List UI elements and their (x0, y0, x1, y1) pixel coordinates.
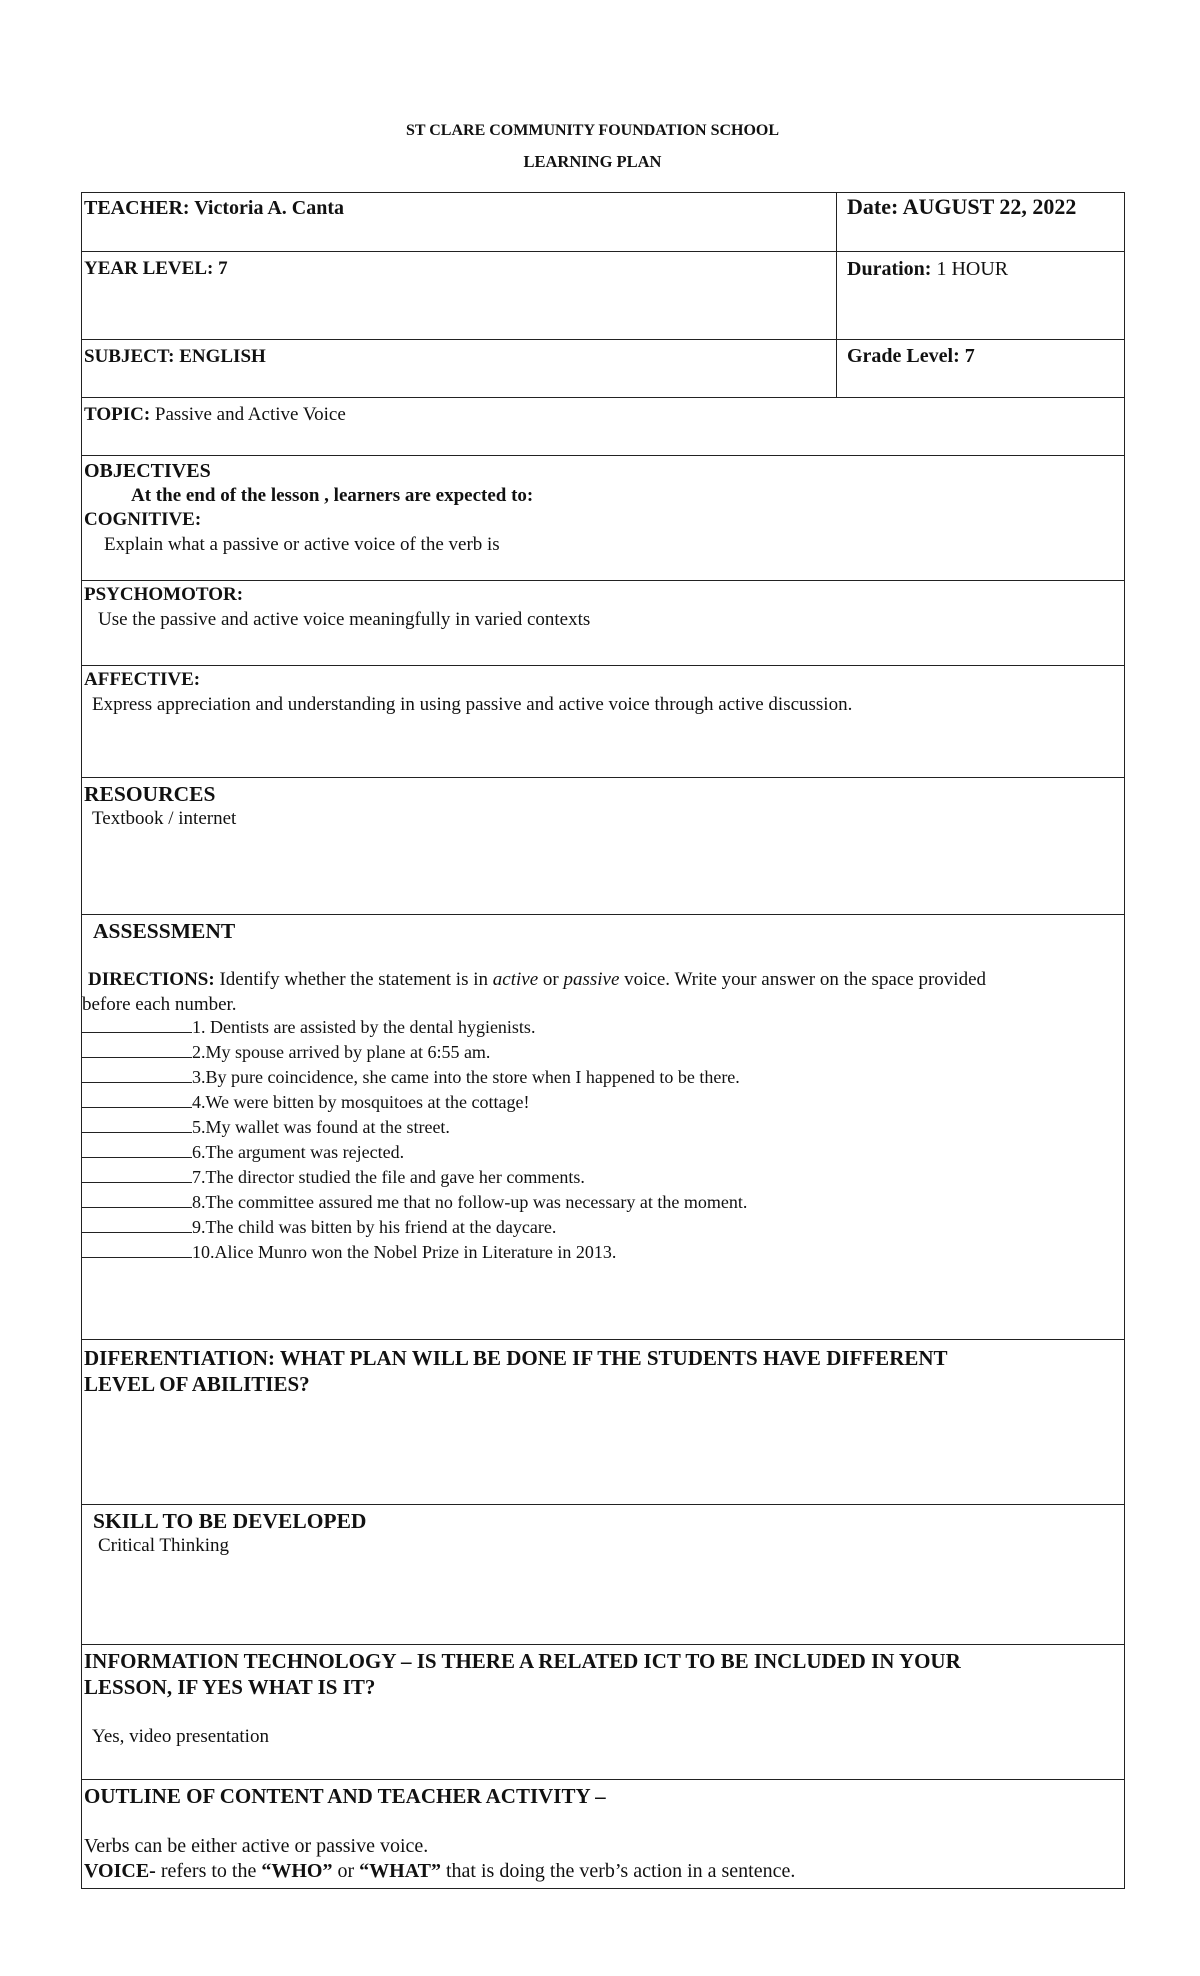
ict-answer: Yes, video presentation (92, 1726, 269, 1747)
directions-active: active (492, 969, 539, 990)
date-label: Date: (847, 194, 899, 219)
directions-text-a: Identify whether the statement is in (219, 969, 489, 990)
skill-heading: SKILL TO BE DEVELOPED (93, 1509, 367, 1533)
voice-label: VOICE- (84, 1860, 156, 1882)
assessment-item: 4.We were bitten by mosquitoes at the cottage! (82, 1090, 747, 1115)
grade-level-cell (836, 340, 1124, 397)
directions-passive: passive (563, 969, 620, 990)
subject-value: ENGLISH (179, 346, 266, 367)
assessment-directions (88, 969, 986, 991)
row-skill (82, 1504, 1124, 1644)
teacher-value: Victoria A. Canta (194, 197, 345, 219)
psychomotor-label: PSYCHOMOTOR: (84, 584, 244, 605)
row-year-level (82, 251, 1124, 339)
plan-title: LEARNING PLAN (523, 152, 662, 171)
grade-level-label: Grade Level: (847, 345, 960, 367)
directions-text-c: before each number. (82, 994, 237, 1015)
directions-or: or (542, 969, 559, 990)
year-level-cell (82, 252, 836, 339)
differentiation-line1: DIFERENTIATION: WHAT PLAN WILL BE DONE IF THE STUDENTS HAVE DIFFERENT (84, 1346, 948, 1370)
row-objectives (82, 455, 1124, 580)
resources-text: Textbook / internet (92, 808, 237, 829)
row-differentiation (82, 1339, 1124, 1504)
answer-blank[interactable] (82, 1040, 192, 1058)
row-subject (82, 339, 1124, 397)
teacher-label: TEACHER: (84, 197, 190, 219)
teacher-cell (82, 193, 836, 251)
row-ict (82, 1644, 1124, 1779)
skill-text: Critical Thinking (98, 1535, 230, 1556)
answer-blank[interactable] (82, 1140, 192, 1158)
directions-text-b: voice. Write your answer on the space provided (624, 969, 987, 990)
affective-label: AFFECTIVE: (84, 669, 201, 690)
directions-label: DIRECTIONS: (88, 969, 215, 990)
assessment-item: 5.My wallet was found at the street. (82, 1115, 747, 1140)
answer-blank[interactable] (82, 1090, 192, 1108)
voice-text-b: that is doing the verb’s action in a sentence. (446, 1860, 796, 1882)
objectives-heading: OBJECTIVES (84, 460, 211, 482)
voice-or: or (337, 1860, 355, 1882)
grade-level-value: 7 (964, 345, 975, 367)
year-level-value: 7 (218, 258, 228, 279)
row-resources (82, 777, 1124, 914)
assessment-item: 10.Alice Munro won the Nobel Prize in Literature in 2013. (82, 1240, 747, 1265)
voice-text-a: refers to the (160, 1860, 257, 1882)
assessment-item: 3.By pure coincidence, she came into the store when I happened to be there. (82, 1065, 747, 1090)
cognitive-label: COGNITIVE: (84, 509, 202, 530)
duration-value: 1 HOUR (936, 258, 1009, 280)
outline-text1: Verbs can be either active or passive voice. (84, 1835, 429, 1857)
answer-blank[interactable] (82, 1240, 192, 1258)
resources-heading: RESOURCES (84, 782, 216, 806)
differentiation-line2: LEVEL OF ABILITIES? (84, 1372, 310, 1396)
subject-cell (82, 340, 836, 397)
subject-label: SUBJECT: (84, 346, 175, 367)
assessment-heading: ASSESSMENT (93, 919, 236, 943)
outline-heading: OUTLINE OF CONTENT AND TEACHER ACTIVITY – (84, 1784, 606, 1808)
cognitive-text: Explain what a passive or active voice of the verb is (104, 534, 500, 555)
answer-blank[interactable] (82, 1190, 192, 1208)
answer-blank[interactable] (82, 1015, 192, 1033)
assessment-item: 7.The director studied the file and gave her comments. (82, 1165, 747, 1190)
answer-blank[interactable] (82, 1165, 192, 1183)
duration-label: Duration: (847, 258, 932, 280)
row-assessment (82, 914, 1124, 1339)
answer-blank[interactable] (82, 1215, 192, 1233)
voice-who: “WHO” (261, 1860, 333, 1882)
assessment-item: 9.The child was bitten by his friend at the daycare. (82, 1215, 747, 1240)
assessment-item: 2.My spouse arrived by plane at 6:55 am. (82, 1040, 747, 1065)
answer-blank[interactable] (82, 1065, 192, 1083)
date-cell (836, 193, 1124, 251)
ict-line2: LESSON, IF YES WHAT IS IT? (84, 1675, 376, 1699)
assessment-items (82, 1015, 747, 1265)
learning-plan-table (81, 192, 1125, 1889)
outline-voice-definition (84, 1860, 795, 1882)
row-outline (82, 1779, 1124, 1890)
topic-value: Passive and Active Voice (154, 404, 346, 425)
row-psychomotor (82, 580, 1124, 665)
school-name: ST CLARE COMMUNITY FOUNDATION SCHOOL (405, 122, 780, 139)
answer-blank[interactable] (82, 1115, 192, 1133)
year-level-label: YEAR LEVEL: (84, 258, 214, 279)
psychomotor-text: Use the passive and active voice meaningfully in varied contexts (98, 609, 591, 630)
date-value: AUGUST 22, 2022 (902, 194, 1077, 219)
objectives-intro: At the end of the lesson , learners are expected to: (131, 485, 534, 506)
ict-line1: INFORMATION TECHNOLOGY – IS THERE A RELATED ICT TO BE INCLUDED IN YOUR (84, 1649, 961, 1673)
topic-label: TOPIC: (84, 404, 151, 425)
row-teacher (82, 193, 1124, 251)
row-topic (82, 397, 1124, 455)
affective-text: Express appreciation and understanding in using passive and active voice through active discussion. (92, 694, 853, 715)
voice-what: “WHAT” (359, 1860, 441, 1882)
assessment-item: 1. Dentists are assisted by the dental hygienists. (82, 1015, 747, 1040)
assessment-item: 6.The argument was rejected. (82, 1140, 747, 1165)
assessment-item: 8.The committee assured me that no follow-up was necessary at the moment. (82, 1190, 747, 1215)
row-affective (82, 665, 1124, 777)
duration-cell (836, 252, 1124, 339)
